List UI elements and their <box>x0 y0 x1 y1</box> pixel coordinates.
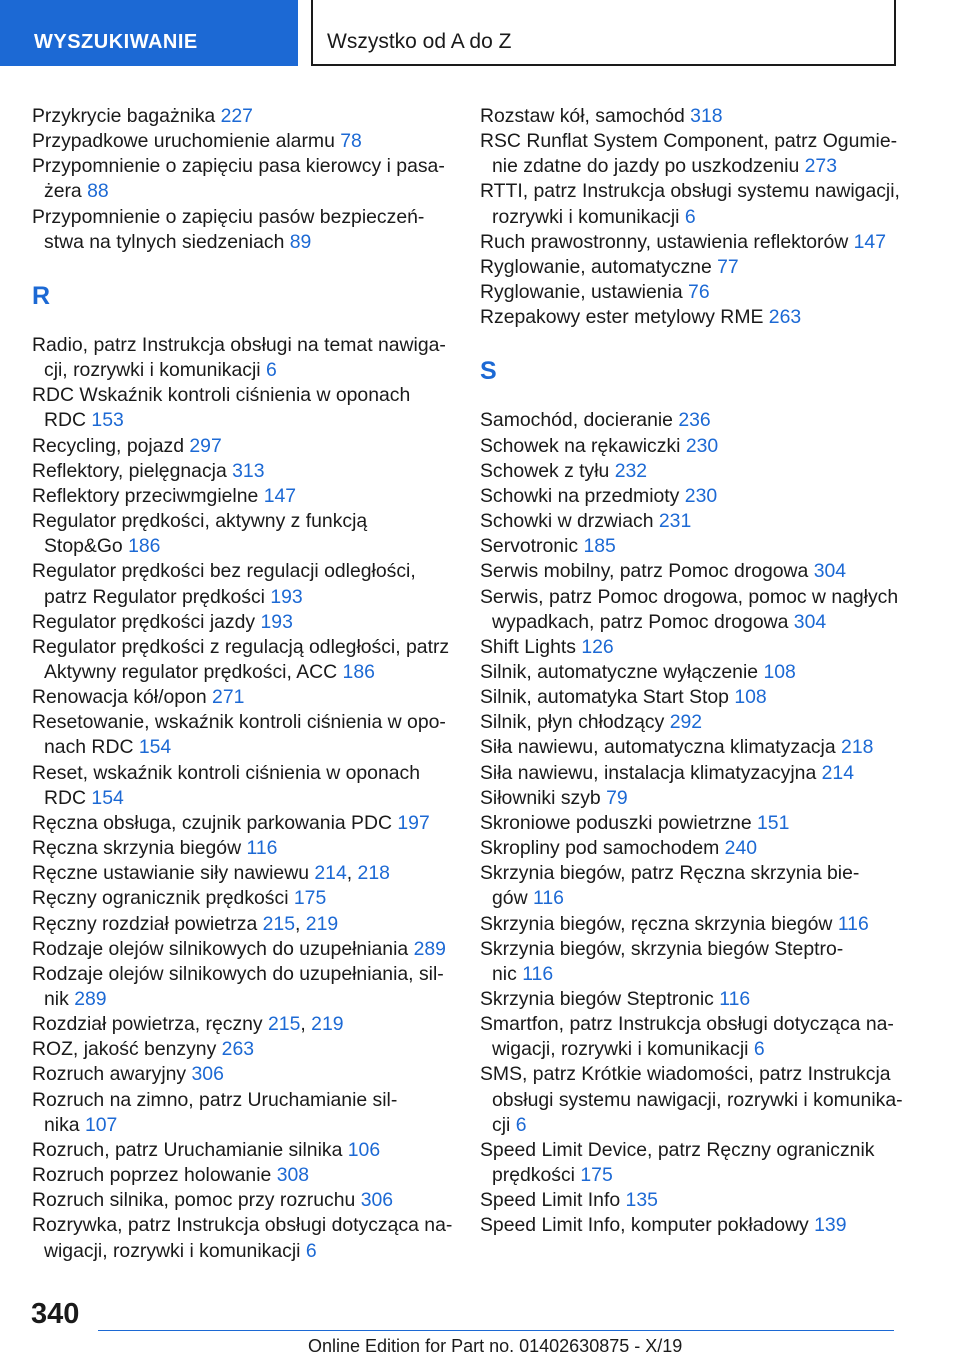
page-reference-link[interactable]: 271 <box>212 686 245 709</box>
index-entry <box>32 484 450 509</box>
page-reference-link[interactable]: 186 <box>128 535 161 558</box>
page-reference-link[interactable]: 6 <box>265 359 277 382</box>
index-entry <box>480 104 898 129</box>
index-entry-text: nie zdatne do jazdy po uszkodzeniu <box>492 155 800 178</box>
page-reference-link[interactable]: 215 <box>268 1013 301 1036</box>
index-entry <box>480 585 898 635</box>
index-entry <box>32 1188 450 1213</box>
index-entry-text: Ręczne ustawianie siły nawiewu <box>32 862 309 885</box>
index-entry <box>480 685 898 710</box>
page-reference-link[interactable]: 78 <box>340 130 362 153</box>
index-entry-text: Serwis mobilny, patrz Pomoc drogowa <box>480 560 809 583</box>
index-entry-text: Rodzaje olejów silnikowych do uzupełniania, sil- <box>32 962 444 985</box>
page-reference-link[interactable]: 107 <box>84 1113 118 1136</box>
index-entry-text: Resetowanie, wskaźnik kontroli ciśnienia w opo- <box>32 711 446 734</box>
index-entry <box>480 484 898 509</box>
index-entry <box>32 509 450 559</box>
index-entry-text: żera <box>44 180 82 203</box>
page-reference-link[interactable]: 306 <box>191 1063 224 1086</box>
page-reference-link[interactable]: 89 <box>289 230 312 253</box>
index-entry-text: wigacji, rozrywki i komunikacji <box>44 1239 301 1262</box>
page-reference-link[interactable]: 6 <box>305 1239 317 1262</box>
page-reference-link[interactable]: 126 <box>581 635 614 658</box>
index-entry-text: Silnik, automatyczne wyłączenie <box>480 660 759 683</box>
page-reference-link[interactable]: 153 <box>91 409 124 432</box>
index-entry-text: Stop&Go <box>44 535 123 558</box>
index-entry: Ręczny rozdział powietrza 215, 219 <box>32 912 339 935</box>
index-entry-text: Rozruch awaryjny <box>32 1063 187 1086</box>
index-entry <box>32 1213 453 1263</box>
page-reference-link[interactable]: 263 <box>221 1038 255 1061</box>
index-section-letter: S <box>480 357 497 386</box>
index-entry <box>480 735 898 760</box>
index-entry-text: Silnik, płyn chłodzący <box>480 711 665 734</box>
index-entry-text: Serwis, patrz Pomoc drogowa, pomoc w nagłych <box>480 585 899 608</box>
page-reference-link[interactable]: 193 <box>270 585 303 608</box>
page-reference-link[interactable]: 263 <box>768 306 802 329</box>
index-entry <box>32 383 450 433</box>
page-reference-link[interactable]: 308 <box>276 1164 310 1187</box>
index-entry-text: gów <box>492 887 528 910</box>
index-entry <box>480 811 898 836</box>
index-entry <box>480 1012 898 1062</box>
index-entry-text: Regulator prędkości bez regulacji odległości, <box>32 560 416 583</box>
page-reference-link[interactable]: 306 <box>360 1189 394 1212</box>
index-entry-text: Schowki na przedmioty <box>480 484 680 507</box>
index-entry <box>32 635 450 685</box>
page-reference-link[interactable]: 151 <box>757 811 790 834</box>
index-entry-text: Ręczna obsługa, czujnik parkowania PDC <box>32 811 392 834</box>
index-column-right <box>480 104 903 1239</box>
page-reference-link[interactable]: 175 <box>580 1164 613 1187</box>
page-reference-link[interactable]: 219 <box>311 1013 344 1036</box>
page-reference-link[interactable]: 232 <box>614 459 648 482</box>
index-entry <box>32 129 450 154</box>
index-entry-text: Reflektory przeciwmgielne <box>32 484 259 507</box>
page-number: 340 <box>31 1298 80 1330</box>
page-reference-link[interactable]: 116 <box>246 837 278 860</box>
index-entry: Ręczne ustawianie siły nawiewu 214, 218 <box>32 862 390 885</box>
page-reference-link[interactable]: 219 <box>305 912 339 935</box>
index-entry-text: prędkości <box>492 1164 575 1187</box>
index-entry-text: Skrzynia biegów, skrzynia biegów Steptro- <box>480 937 844 960</box>
index-entry-text: Skrzynia biegów, patrz Ręczna skrzynia bie- <box>480 862 860 885</box>
index-entry <box>480 861 898 911</box>
index-entry <box>480 710 898 735</box>
index-entry <box>480 836 898 861</box>
index-entry: Rozdział powietrza, ręczny 215, 219 <box>32 1013 344 1036</box>
index-entry <box>32 1037 450 1062</box>
index-entry-text: Radio, patrz Instrukcja obsługi na temat nawiga- <box>32 333 446 356</box>
index-entry-text: Przypomnienie o zapięciu pasów bezpieczeń- <box>32 205 425 228</box>
index-entry <box>32 205 450 255</box>
index-entry <box>32 559 450 609</box>
index-entry-text: Rodzaje olejów silnikowych do uzupełniania <box>32 937 409 960</box>
index-entry-text: Przypadkowe uruchomienie alarmu <box>32 130 335 153</box>
index-entry-text: wigacji, rozrywki i komunikacji <box>492 1038 749 1061</box>
index-entry <box>480 534 898 559</box>
index-entry-text: Rozruch poprzez holowanie <box>32 1164 272 1187</box>
index-entry-text: RDC Wskaźnik kontroli ciśnienia w oponach <box>32 384 411 407</box>
index-entry <box>32 685 450 710</box>
index-entry <box>32 886 450 911</box>
index-entry <box>32 710 450 760</box>
index-entry <box>480 559 898 584</box>
index-entry-text: Schowek na rękawiczki <box>480 434 681 457</box>
page-reference-link[interactable]: 139 <box>814 1214 847 1237</box>
index-entry <box>480 1188 898 1213</box>
page-reference-link[interactable]: 6 <box>684 205 696 228</box>
index-entry-text: Regulator prędkości z regulacją odległości, patrz <box>32 635 450 658</box>
page-reference-link[interactable]: 175 <box>293 887 327 910</box>
index-entry <box>480 230 898 255</box>
page-reference-link[interactable]: 218 <box>357 862 390 885</box>
page-reference-link[interactable]: 240 <box>724 837 758 860</box>
index-entry <box>32 154 450 204</box>
page-reference-link[interactable]: 197 <box>397 811 430 834</box>
page-reference-link[interactable]: 304 <box>813 560 847 583</box>
tab-a-to-z[interactable]: Wszystko od A do Z <box>311 0 896 66</box>
page-reference-link[interactable]: 116 <box>719 988 751 1010</box>
index-entry-text: Speed Limit Device, patrz Ręczny ogranicznik <box>480 1138 875 1161</box>
index-entry-text: Rozstaw kół, samochód <box>480 105 685 127</box>
index-entry-text: Skroniowe poduszki powietrzne <box>480 811 752 834</box>
index-entry <box>32 1062 450 1087</box>
index-entry-text: RDC <box>44 786 87 809</box>
index-entry <box>480 305 898 330</box>
index-entry <box>480 129 898 179</box>
page-reference-link[interactable]: 230 <box>684 484 718 507</box>
index-entry <box>480 434 898 459</box>
index-entry <box>480 786 898 811</box>
tab-search[interactable]: WYSZUKIWANIE <box>0 0 298 66</box>
index-entry-text: Ręczny rozdział powietrza <box>32 912 258 935</box>
index-entry-text: Rozruch silnika, pomoc przy rozruchu <box>32 1189 356 1212</box>
index-entry-text: Speed Limit Info <box>480 1189 621 1212</box>
page-reference-link[interactable]: 313 <box>232 459 265 482</box>
page-reference-link[interactable]: 77 <box>717 255 739 278</box>
index-entry-text: Rozruch na zimno, patrz Uruchamianie sil- <box>32 1088 398 1111</box>
index-entry <box>32 459 450 484</box>
index-entry-text: cji <box>492 1113 511 1136</box>
page-reference-link[interactable]: 193 <box>260 610 293 633</box>
index-entry-text: Ręczna skrzynia biegów <box>32 837 242 860</box>
page-reference-link[interactable]: 108 <box>734 686 767 709</box>
index-entry-text: RSC Runflat System Component, patrz Ogumie- <box>480 130 898 153</box>
page-reference-link[interactable]: 227 <box>220 105 253 127</box>
footer-divider <box>98 1330 894 1331</box>
index-entry <box>32 1088 450 1138</box>
page-reference-link[interactable]: 135 <box>625 1189 658 1212</box>
index-entry-text: Skrzynia biegów Steptronic <box>480 988 714 1010</box>
index-entry-text: nika <box>44 1113 80 1136</box>
page-reference-link[interactable]: 147 <box>263 484 297 507</box>
page-reference-link[interactable]: 6 <box>753 1038 765 1061</box>
index-entry-text: Shift Lights <box>480 635 576 658</box>
index-entry-text: Rozrywka, patrz Instrukcja obsługi dotycząca na- <box>32 1214 453 1237</box>
index-entry-text: Reset, wskaźnik kontroli ciśnienia w oponach <box>32 761 421 784</box>
index-entry <box>32 761 450 811</box>
index-entry-text: Schowek z tyłu <box>480 459 610 482</box>
page-reference-link[interactable]: 147 <box>853 230 886 253</box>
page-reference-link[interactable]: 214 <box>314 862 347 885</box>
index-entry-text: Ręczny ogranicznik prędkości <box>32 887 289 910</box>
page-reference-link[interactable]: 116 <box>522 962 554 985</box>
page-reference-link[interactable]: 116 <box>532 887 564 910</box>
index-entry-text: rozrywki i komunikacji <box>492 205 680 228</box>
index-entry <box>32 836 450 861</box>
page-reference-link[interactable]: 273 <box>804 155 837 178</box>
index-entry-text: nic <box>492 962 517 985</box>
page-reference-link[interactable]: 185 <box>583 535 616 558</box>
page-reference-link[interactable]: 154 <box>91 786 124 809</box>
index-entry-text: Rzepakowy ester metylowy RME <box>480 306 764 329</box>
index-entry-text: wypadkach, patrz Pomoc drogowa <box>492 610 789 633</box>
index-entry-text: Aktywny regulator prędkości, ACC <box>44 660 338 683</box>
index-entry <box>480 408 898 433</box>
index-entry-text: Przykrycie bagażnika <box>32 105 216 127</box>
index-entry <box>32 937 450 962</box>
index-entry <box>480 280 898 305</box>
index-entry-text: Siłowniki szyb <box>480 786 601 809</box>
index-entry <box>480 255 898 280</box>
index-entry <box>480 912 898 937</box>
index-entry-text: Samochód, docieranie <box>480 409 673 432</box>
index-entry-text: Przypomnienie o zapięciu pasa kierowcy i pasa- <box>32 155 445 178</box>
index-entry-text: Skrzynia biegów, ręczna skrzynia biegów <box>480 912 833 935</box>
page-reference-link[interactable]: 318 <box>690 105 723 127</box>
index-entry-text: Regulator prędkości, aktywny z funkcją <box>32 510 368 533</box>
index-entry <box>480 1138 898 1188</box>
index-entry-text: patrz Regulator prędkości <box>44 585 265 608</box>
index-entry-text: Rozdział powietrza, ręczny <box>32 1013 263 1036</box>
footer-edition: Online Edition for Part no. 01402630875 - X/19 <box>308 1336 683 1356</box>
index-entry-text: Speed Limit Info, komputer pokładowy <box>480 1214 809 1237</box>
index-entry-text: nach RDC <box>44 736 134 759</box>
index-entry <box>480 761 898 786</box>
index-entry-text: RTTI, patrz Instrukcja obsługi systemu nawigacji, <box>480 180 900 203</box>
index-entry-text: obsługi systemu nawigacji, rozrywki i komunika- <box>492 1088 903 1111</box>
index-entry-text: RDC <box>44 409 87 432</box>
index-entry-text: ROZ, jakość benzyny <box>32 1038 217 1061</box>
page-reference-link[interactable]: 186 <box>342 660 375 683</box>
index-entry-text: Siła nawiewu, automatyczna klimatyzacja <box>480 736 836 759</box>
page-reference-link[interactable]: 231 <box>658 510 692 533</box>
index-entry-text: Siła nawiewu, instalacja klimatyzacyjna <box>480 761 817 784</box>
index-entry <box>480 1213 898 1238</box>
index-entry-text: nik <box>44 988 69 1010</box>
page-reference-link[interactable]: 79 <box>606 786 628 809</box>
page-reference-link[interactable]: 292 <box>669 711 703 734</box>
index-entry <box>480 459 898 484</box>
index-entry-text: Schowki w drzwiach <box>480 510 654 533</box>
page-reference-link[interactable]: 106 <box>347 1138 381 1161</box>
page-reference-link[interactable]: 214 <box>821 761 854 784</box>
page-reference-link[interactable]: 76 <box>688 281 710 304</box>
index-entry <box>480 660 898 685</box>
page-reference-link[interactable]: 6 <box>515 1113 527 1136</box>
page-reference-link[interactable]: 230 <box>685 434 719 457</box>
page-reference-link[interactable]: 116 <box>837 912 869 935</box>
index-entry-text: Silnik, automatyka Start Stop <box>480 686 729 709</box>
page-reference-link[interactable]: 289 <box>74 988 107 1010</box>
index-entry-text: SMS, patrz Krótkie wiadomości, patrz Instrukcja <box>480 1063 891 1086</box>
index-section-letter: R <box>32 281 51 310</box>
index-entry-text: Servotronic <box>480 535 579 558</box>
index-entry <box>32 104 450 129</box>
index-entry <box>32 1163 450 1188</box>
page-reference-link[interactable]: 289 <box>413 937 446 960</box>
index-entry-text: Renowacja kół/opon <box>32 686 207 709</box>
page-reference-link[interactable]: 304 <box>793 610 827 633</box>
page-reference-link[interactable]: 215 <box>262 912 295 935</box>
index-entry-text: Ryglowanie, ustawienia <box>480 281 683 304</box>
index-entry <box>480 179 898 229</box>
index-entry <box>32 962 450 1012</box>
page-reference-link[interactable]: 108 <box>763 660 796 683</box>
page-reference-link[interactable]: 88 <box>87 180 109 203</box>
index-entry-text: Reflektory, pielęgnacja <box>32 459 227 482</box>
index-entry-text: stwa na tylnych siedzeniach <box>44 230 285 253</box>
page-reference-link[interactable]: 297 <box>189 434 222 457</box>
index-entry-text: Skropliny pod samochodem <box>480 837 720 860</box>
index-entry <box>480 1062 903 1137</box>
index-entry <box>480 635 898 660</box>
page-header <box>0 0 960 66</box>
index-column-left <box>32 104 453 1264</box>
page-reference-link[interactable]: 236 <box>678 409 711 432</box>
page-reference-link[interactable]: 218 <box>841 736 874 759</box>
index-entry-text: cji, rozrywki i komunikacji <box>44 359 261 382</box>
index-entry <box>32 610 450 635</box>
index-entry <box>32 811 450 836</box>
index-entry <box>32 1138 450 1163</box>
index-entry <box>480 937 898 987</box>
index-entry <box>32 333 450 383</box>
index-entry <box>480 987 898 1012</box>
page-reference-link[interactable]: 154 <box>138 736 172 759</box>
index-entry-text: Ruch prawostronny, ustawienia reflektorów <box>480 230 849 253</box>
index-entry-text: Smartfon, patrz Instrukcja obsługi dotycząca na- <box>480 1013 894 1036</box>
index-entry-text: Recycling, pojazd <box>32 434 184 457</box>
index-entry <box>480 509 898 534</box>
index-entry-text: Ryglowanie, automatyczne <box>480 255 712 278</box>
index-entry-text: Rozruch, patrz Uruchamianie silnika <box>32 1138 343 1161</box>
index-entry-text: Regulator prędkości jazdy <box>32 610 256 633</box>
index-entry <box>32 434 450 459</box>
